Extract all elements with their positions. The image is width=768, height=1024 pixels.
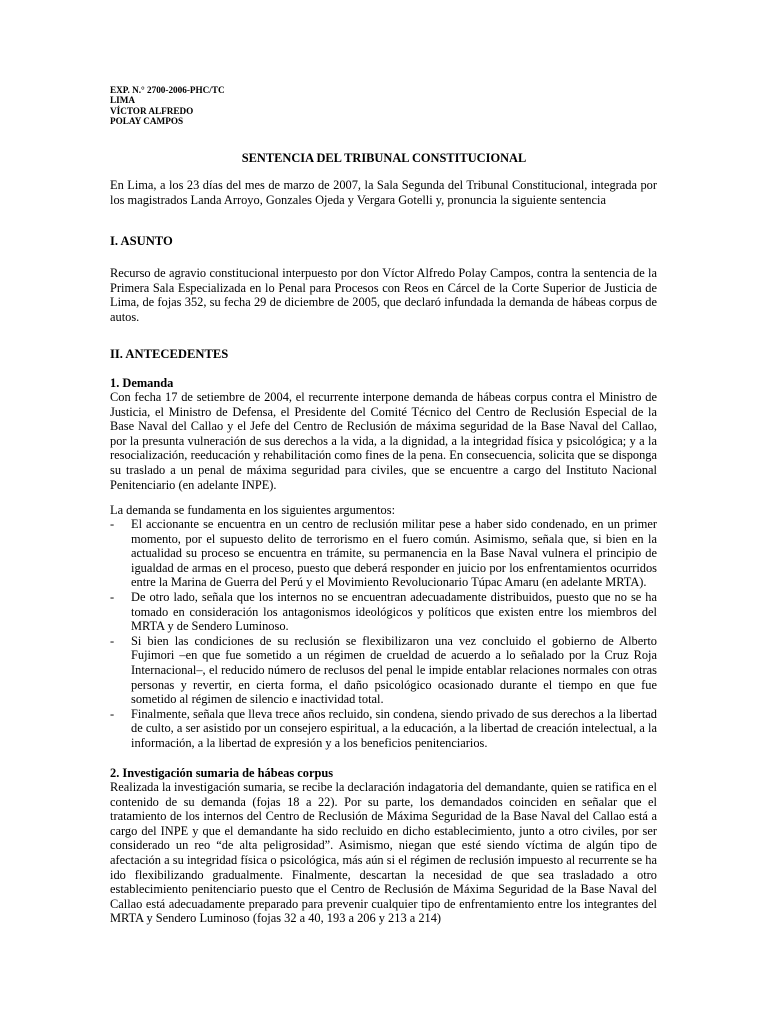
list-item bbox=[110, 517, 657, 590]
list-dash: - bbox=[110, 633, 115, 648]
case-number: EXP. N.° 2700-2006-PHC/TC bbox=[110, 85, 225, 95]
subsection-investigacion-text: Realizada la investigación sumaria, se recibe la declaración indagatoria del demandante, quien se ratifica en el contenido de su demanda (fojas 18 a 22). Por su parte, los demandados coinciden en señalar que el tratamiento de los internos del Centro de Reclusión de Máxima Seguridad de la Base Naval del Callao está a cargo del INPE y que el demandante ha sido recluido en dicho establecimiento, junto a otro civiles, por ser considerado un reo “de alta peligrosidad”. Asimismo, niegan que esté siendo víctima de algún tipo de afectación a su integridad física o psicológica, más aún si el régimen de reclusión impuesto al recurrente se ha ido flexibilizando gradualmente. Finalmente, descartan la necesidad de que sea trasladado a otro establecimiento penitenciario puesto que el Centro de Reclusión de Máxima Seguridad de la Base Naval del Callao está adecuadamente preparado para prevenir cualquier tipo de enfrentamiento entre los integrantes del MRTA y Sendero Luminoso (fojas 32 a 40, 193 a 206 y 213 a 214) bbox=[110, 780, 657, 926]
arguments-list bbox=[110, 517, 657, 751]
subsection-investigacion-heading: 2. Investigación sumaria de hábeas corpus bbox=[110, 766, 334, 780]
list-item-text: Si bien las condiciones de su reclusión se flexibilizaron una vez concluido el gobierno de Alberto Fujimori –en que fue sometido a un régimen de crueldad de acuerdo a lo señalado por la Cruz Roja Internacional–, el reducido número de reclusos del penal le impide entablar relaciones normales con otras personas y revertir, en cierta forma, el daño psicológico ocasionado durante el tiempo en que fue sometido al régimen de silencio e inactividad total. bbox=[131, 633, 657, 707]
case-city: LIMA bbox=[110, 95, 136, 106]
list-item bbox=[110, 707, 657, 751]
arguments-intro: La demanda se fundamenta en los siguientes argumentos: bbox=[110, 503, 396, 517]
case-header bbox=[110, 85, 225, 127]
list-dash: - bbox=[110, 517, 115, 531]
document-title: SENTENCIA DEL TRIBUNAL CONSTITUCIONAL bbox=[241, 151, 527, 165]
list-dash: - bbox=[110, 706, 115, 721]
intro-paragraph: En Lima, a los 23 días del mes de marzo de 2007, la Sala Segunda del Tribunal Constitucional, integrada por los magistrados Landa Arroyo, Gonzales Ojeda y Vergara Gotelli y, pronuncia la siguiente sentencia bbox=[110, 178, 657, 207]
subsection-demanda-heading: 1. Demanda bbox=[110, 376, 174, 390]
list-item bbox=[110, 634, 657, 707]
case-party-line2: POLAY CAMPOS bbox=[110, 116, 184, 127]
section-asunto-text: Recurso de agravio constitucional interpuesto por don Víctor Alfredo Polay Campos, contra la sentencia de la Primera Sala Especializada en lo Penal para Procesos con Reos en Cárcel de la Corte Superior de Justicia de Lima, de fojas 352, su fecha 29 de diciembre de 2005, que declaró infundada la demanda de hábeas corpus de autos. bbox=[110, 266, 657, 324]
list-dash: - bbox=[110, 589, 115, 604]
list-item-text: El accionante se encuentra en un centro de reclusión militar pese a haber sido condenado, en un primer momento, por el supuesto delito de terrorismo en el fuero común. Asimismo, señala que, si bien en la actualidad su proceso se encuentra en trámite, su permanencia en la Base Naval vulnera el principio de igualdad de armas en el proceso, puesto que deberá responder en juicio por los enfrentamientos ocurridos entre la Marina de Guerra del Perú y el Movimiento Revolucionario Túpac Amaru (en adelante MRTA). bbox=[131, 517, 657, 590]
list-item-text: Finalmente, señala que lleva trece años recluido, sin condena, siendo privado de sus derechos a la libertad de culto, a ser asistido por un consejero espiritual, a la educación, a la libertad de creación intelectual, a la información, a la libertad de expresión y a los beneficios penitenciarios. bbox=[131, 706, 657, 750]
section-asunto-heading: I. ASUNTO bbox=[110, 234, 173, 248]
list-item-text: De otro lado, señala que los internos no se encuentran adecuadamente distribuidos, puesto que no se ha tomado en consideración los antagonismos ideológicos y políticos que existen entre los miembros del MRTA y de Sendero Luminoso. bbox=[131, 589, 657, 634]
section-antecedentes-heading: II. ANTECEDENTES bbox=[110, 347, 229, 361]
list-item bbox=[110, 590, 657, 634]
case-party-line1: VÍCTOR ALFREDO bbox=[110, 105, 194, 116]
subsection-demanda-text: Con fecha 17 de setiembre de 2004, el recurrente interpone demanda de hábeas corpus contra el Ministro de Justicia, el Ministro de Defensa, el Presidente del Comité Técnico del Centro de Reclusión Especial de la Base Naval del Callao y el Jefe del Centro de Reclusión de máxima seguridad de la Base Naval del Callao, por la presunta vulneración de sus derechos a la vida, a la dignidad, a la integridad física y psicológica; y a la resocialización, reeducación y rehabilitación como fines de la pena. En consecuencia, solicita que se disponga su traslado a un penal de máxima seguridad para civiles, que se encuentre a cargo del Instituto Nacional Penitenciario (en adelante INPE). bbox=[110, 390, 657, 492]
